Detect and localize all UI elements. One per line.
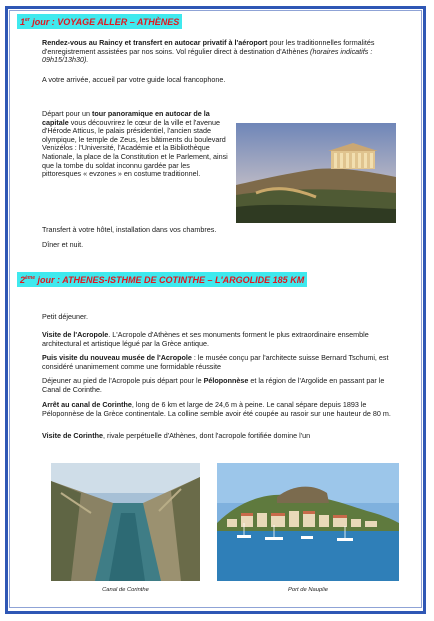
caption-canal: Canal de Corinthe <box>102 587 149 593</box>
day1-para-tour: Départ pour un tour panoramique en autocar de la capitale vous découvrirez le cœur de la ville et l'avenue d'Hérode Atticus, le palais présidentiel, l'ancien stade olympique, le temple de Zeus, les bâtiments du boulevard Venizélos : l'Université, l'Académie et la Bibliothèque Nationale, la place de la Constitution et le Parlement, ainsi que la tombe du soldat inconnu gardée par les pittoresques « evzones » en costume traditionnel. <box>42 109 228 179</box>
day1-para-arrival: A votre arrivée, accueil par votre guide local francophone. <box>42 75 226 84</box>
corinth-canal-photo <box>51 463 200 581</box>
day2-para-musee: Puis visite du nouveau musée de l'Acropole : le musée conçu par l'architecte suisse Bernard Tschumi, est considéré unanimement comme une formidable réussite <box>42 353 389 371</box>
day1-para-dinner: Dîner et nuit. <box>42 240 84 249</box>
day1-para-transfer: Rendez-vous au Raincy et transfert en autocar privatif à l'aéroport pour les traditionnelles formalités d'enregistrement assistées par nos soins. Vol régulier direct à destination d'Athènes (horaires indicatifs : 09h15/13h30). <box>42 38 375 65</box>
day2-para-acropole: Visite de l'Acropole. L'Acropole d'Athènes et ses monuments forment le plus extraordinaire ensemble architectural et artistique légué par la Grèce antique. <box>42 330 369 348</box>
acropolis-photo <box>236 123 396 223</box>
day2-para-lunch: Déjeuner au pied de l'Acropole puis départ pour le Péloponnèse et la région de l'Argolide en passant par le Canal de Corinthe. <box>42 376 385 394</box>
day1-para-hotel: Transfert à votre hôtel, installation dans vos chambres. <box>42 225 217 234</box>
day2-para-canal: Arrêt au canal de Corinthe, long de 6 km et large de 24,6 m à peine. Le canal sépare depuis 1893 le Péloponnèse de la Grèce continentale. La colline semble avoir été coupée au rasoir sur une hauteur de 80 m. <box>42 400 391 418</box>
day1-header: 1er jour : VOYAGE ALLER – ATHÈNES <box>17 14 182 29</box>
caption-nauplie: Port de Nauplie <box>288 587 328 593</box>
nauplie-port-photo <box>217 463 399 581</box>
day2-header: 2ème jour : ATHENES-ISTHME DE COTINTHE – L'ARGOLIDE 185 KM <box>17 272 307 287</box>
day2-breakfast: Petit déjeuner. <box>42 312 88 321</box>
day2-para-corinthe: Visite de Corinthe, rivale perpétuelle d'Athènes, dont l'acropole fortifiée domine l'un <box>42 431 311 440</box>
